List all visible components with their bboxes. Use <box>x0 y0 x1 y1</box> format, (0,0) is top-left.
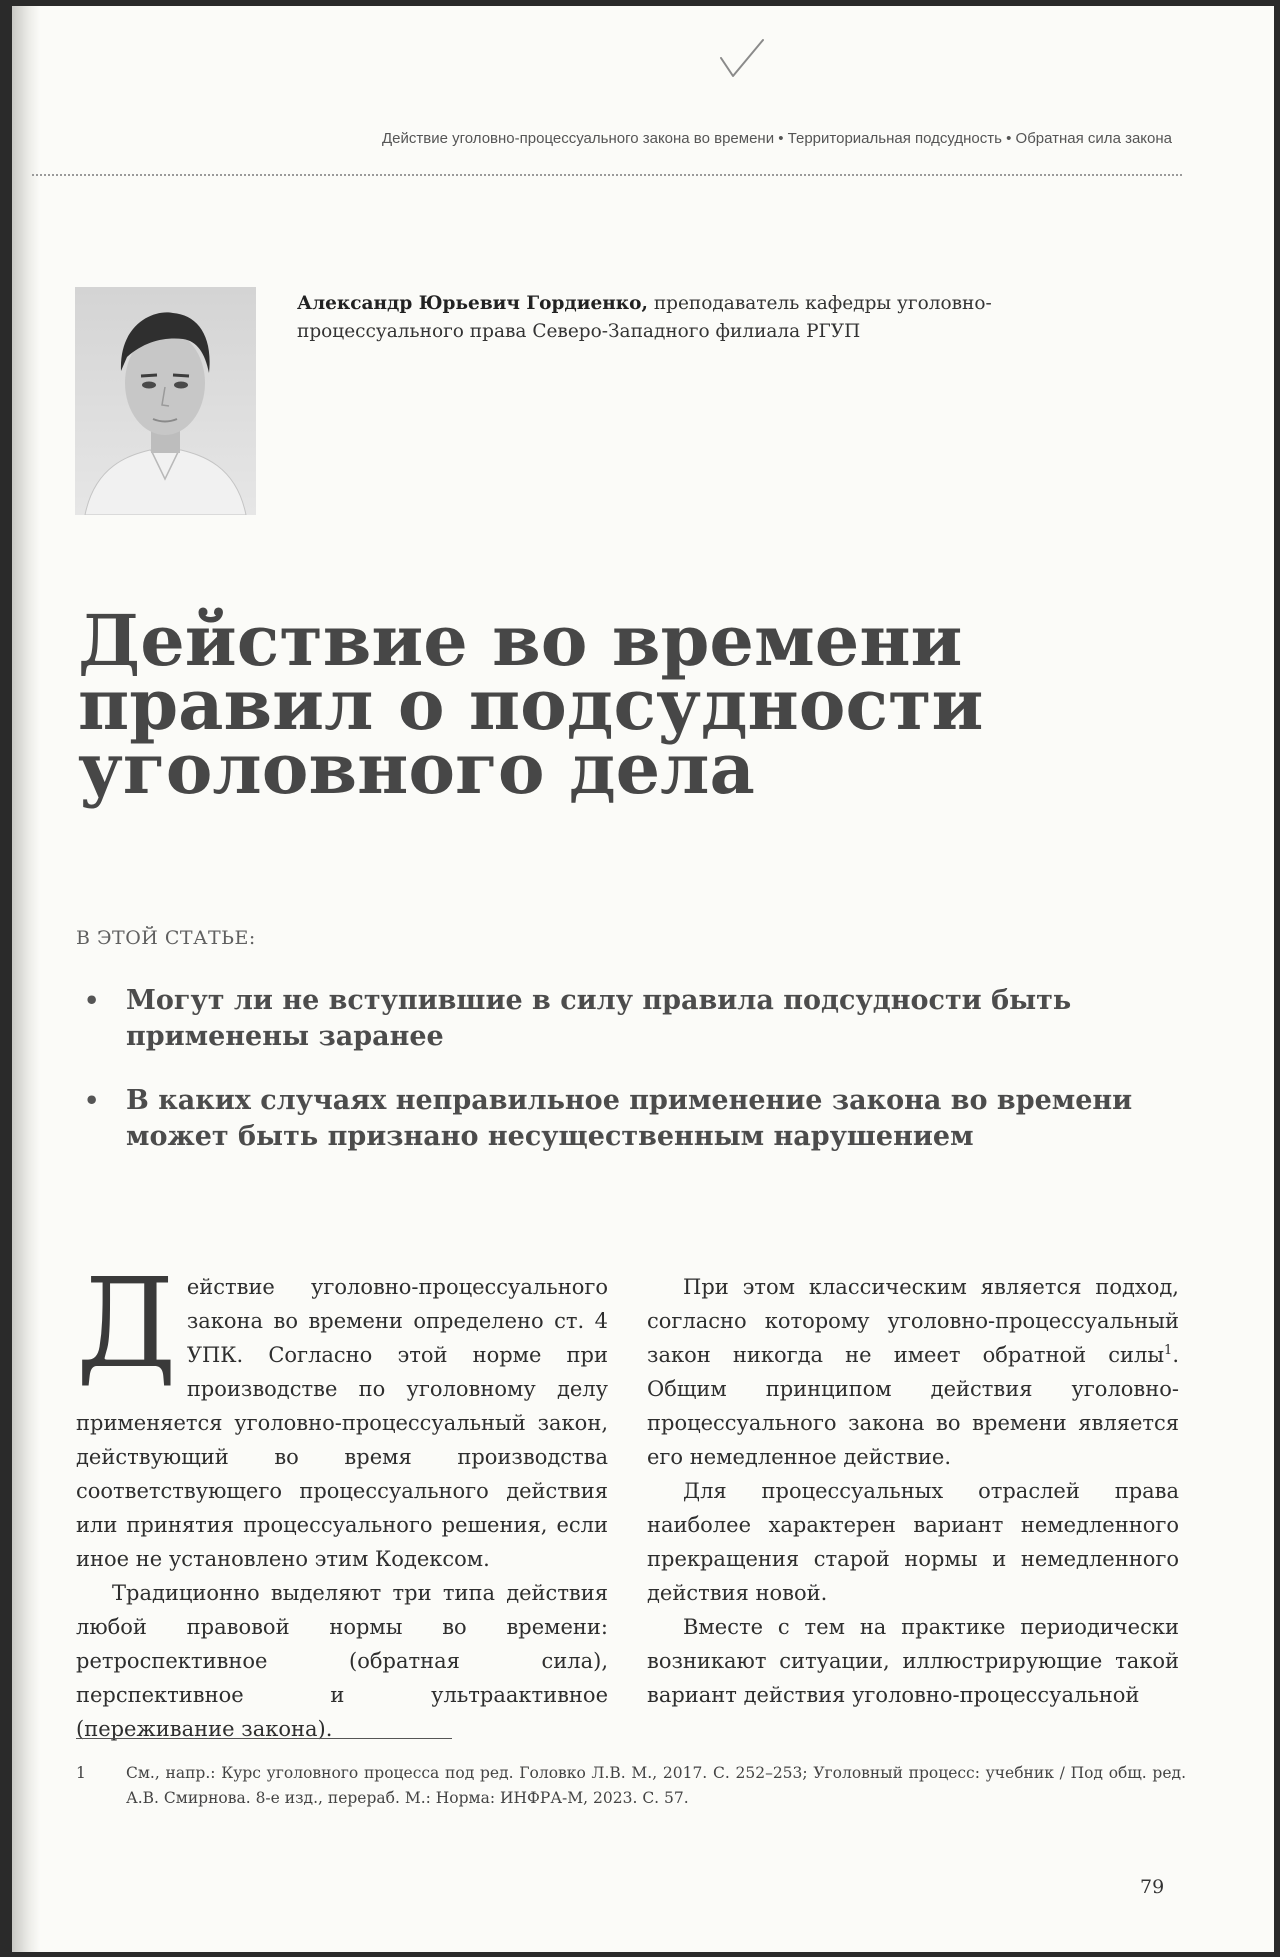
body-paragraph <box>76 1252 608 1576</box>
author-position: преподаватель кафедры уголовно-процессуального права Северо-Западного филиала РГУП <box>297 293 992 342</box>
highlight-item <box>76 983 1166 1055</box>
body-paragraph-text: ействие уголовно-процессуального закона во времени определено ст. 4 УПК. Согласно этой норме при производстве по уголовному делу применяется уголовно-процессуальный закон, действующий во время производства соответствующего процессуального действия или принятия процессуального решения, если иное не установлено этим Кодексом. <box>76 1275 608 1571</box>
body-column-right <box>647 1270 1179 1712</box>
body-column-left <box>76 1252 608 1746</box>
header-dotted-rule <box>32 174 1182 176</box>
body-paragraph-text: При этом классическим является подход, согласно которому уголовно-процессуальный закон никогда не имеет обратной силы <box>647 1275 1179 1367</box>
page-number: 79 <box>1140 1876 1165 1898</box>
footnote-separator <box>76 1738 452 1739</box>
highlight-item <box>76 1083 1166 1155</box>
body-paragraph: Вместе с тем на практике периодически возникают ситуации, иллюстрирующие такой вариант действия уголовно-процессуальной <box>647 1615 1179 1707</box>
bullet-icon: • <box>84 1086 100 1115</box>
bullet-icon: • <box>84 986 100 1015</box>
highlight-text: В каких случаях неправильное применение закона во времени может быть признано несущественным нарушением <box>126 1085 1133 1152</box>
body-paragraph: Для процессуальных отраслей права наиболее характерен вариант немедленного прекращения старой нормы и немедленного действия новой. <box>647 1479 1179 1605</box>
footnote <box>76 1761 1186 1811</box>
highlight-text: Могут ли не вступившие в силу правила подсудности быть применены заранее <box>126 985 1072 1052</box>
in-article-label: В ЭТОЙ СТАТЬЕ: <box>76 927 256 949</box>
article-title-line-3: уголовного дела <box>78 727 755 810</box>
author-name: Александр Юрьевич Гордиенко, <box>297 293 648 314</box>
journal-page <box>12 6 1274 1952</box>
running-header: Действие уголовно-процессуального закона во времени • Территориальная подсудность • Обратная сила закона <box>382 130 1172 147</box>
footnote-number: 1 <box>76 1764 86 1782</box>
author-info <box>297 290 1137 346</box>
body-paragraph: Традиционно выделяют три типа действия любой правовой нормы во времени: ретроспективное (обратная сила), перспективное и ультраактивное (переживание закона). <box>76 1581 608 1741</box>
pencil-checkmark-icon <box>717 36 767 82</box>
article-highlights <box>76 983 1166 1183</box>
footnote-reference[interactable]: 1 <box>1164 1343 1173 1358</box>
body-paragraph-text: . Общим принципом действия уголовно-процессуального закона во времени является его немедленное действие. <box>647 1343 1179 1469</box>
drop-cap: Д <box>76 1252 177 1396</box>
footnote-text: См., напр.: Курс уголовного процесса под ред. Головко Л.В. М., 2017. С. 252–253; Уголовный процесс: учебник / Под общ. ред. А.В. Смирнова. 8-е изд., перераб. М.: Норма: ИНФРА-М, 2023. С. 57. <box>126 1764 1186 1807</box>
author-portrait-photo <box>75 287 256 515</box>
body-paragraph <box>647 1270 1179 1474</box>
article-title-line-1: Действие во времени <box>78 599 963 682</box>
article-title <box>78 599 1078 810</box>
article-title-line-2: правил о подсудности <box>78 663 984 746</box>
page-spine-shadow <box>12 6 40 1952</box>
